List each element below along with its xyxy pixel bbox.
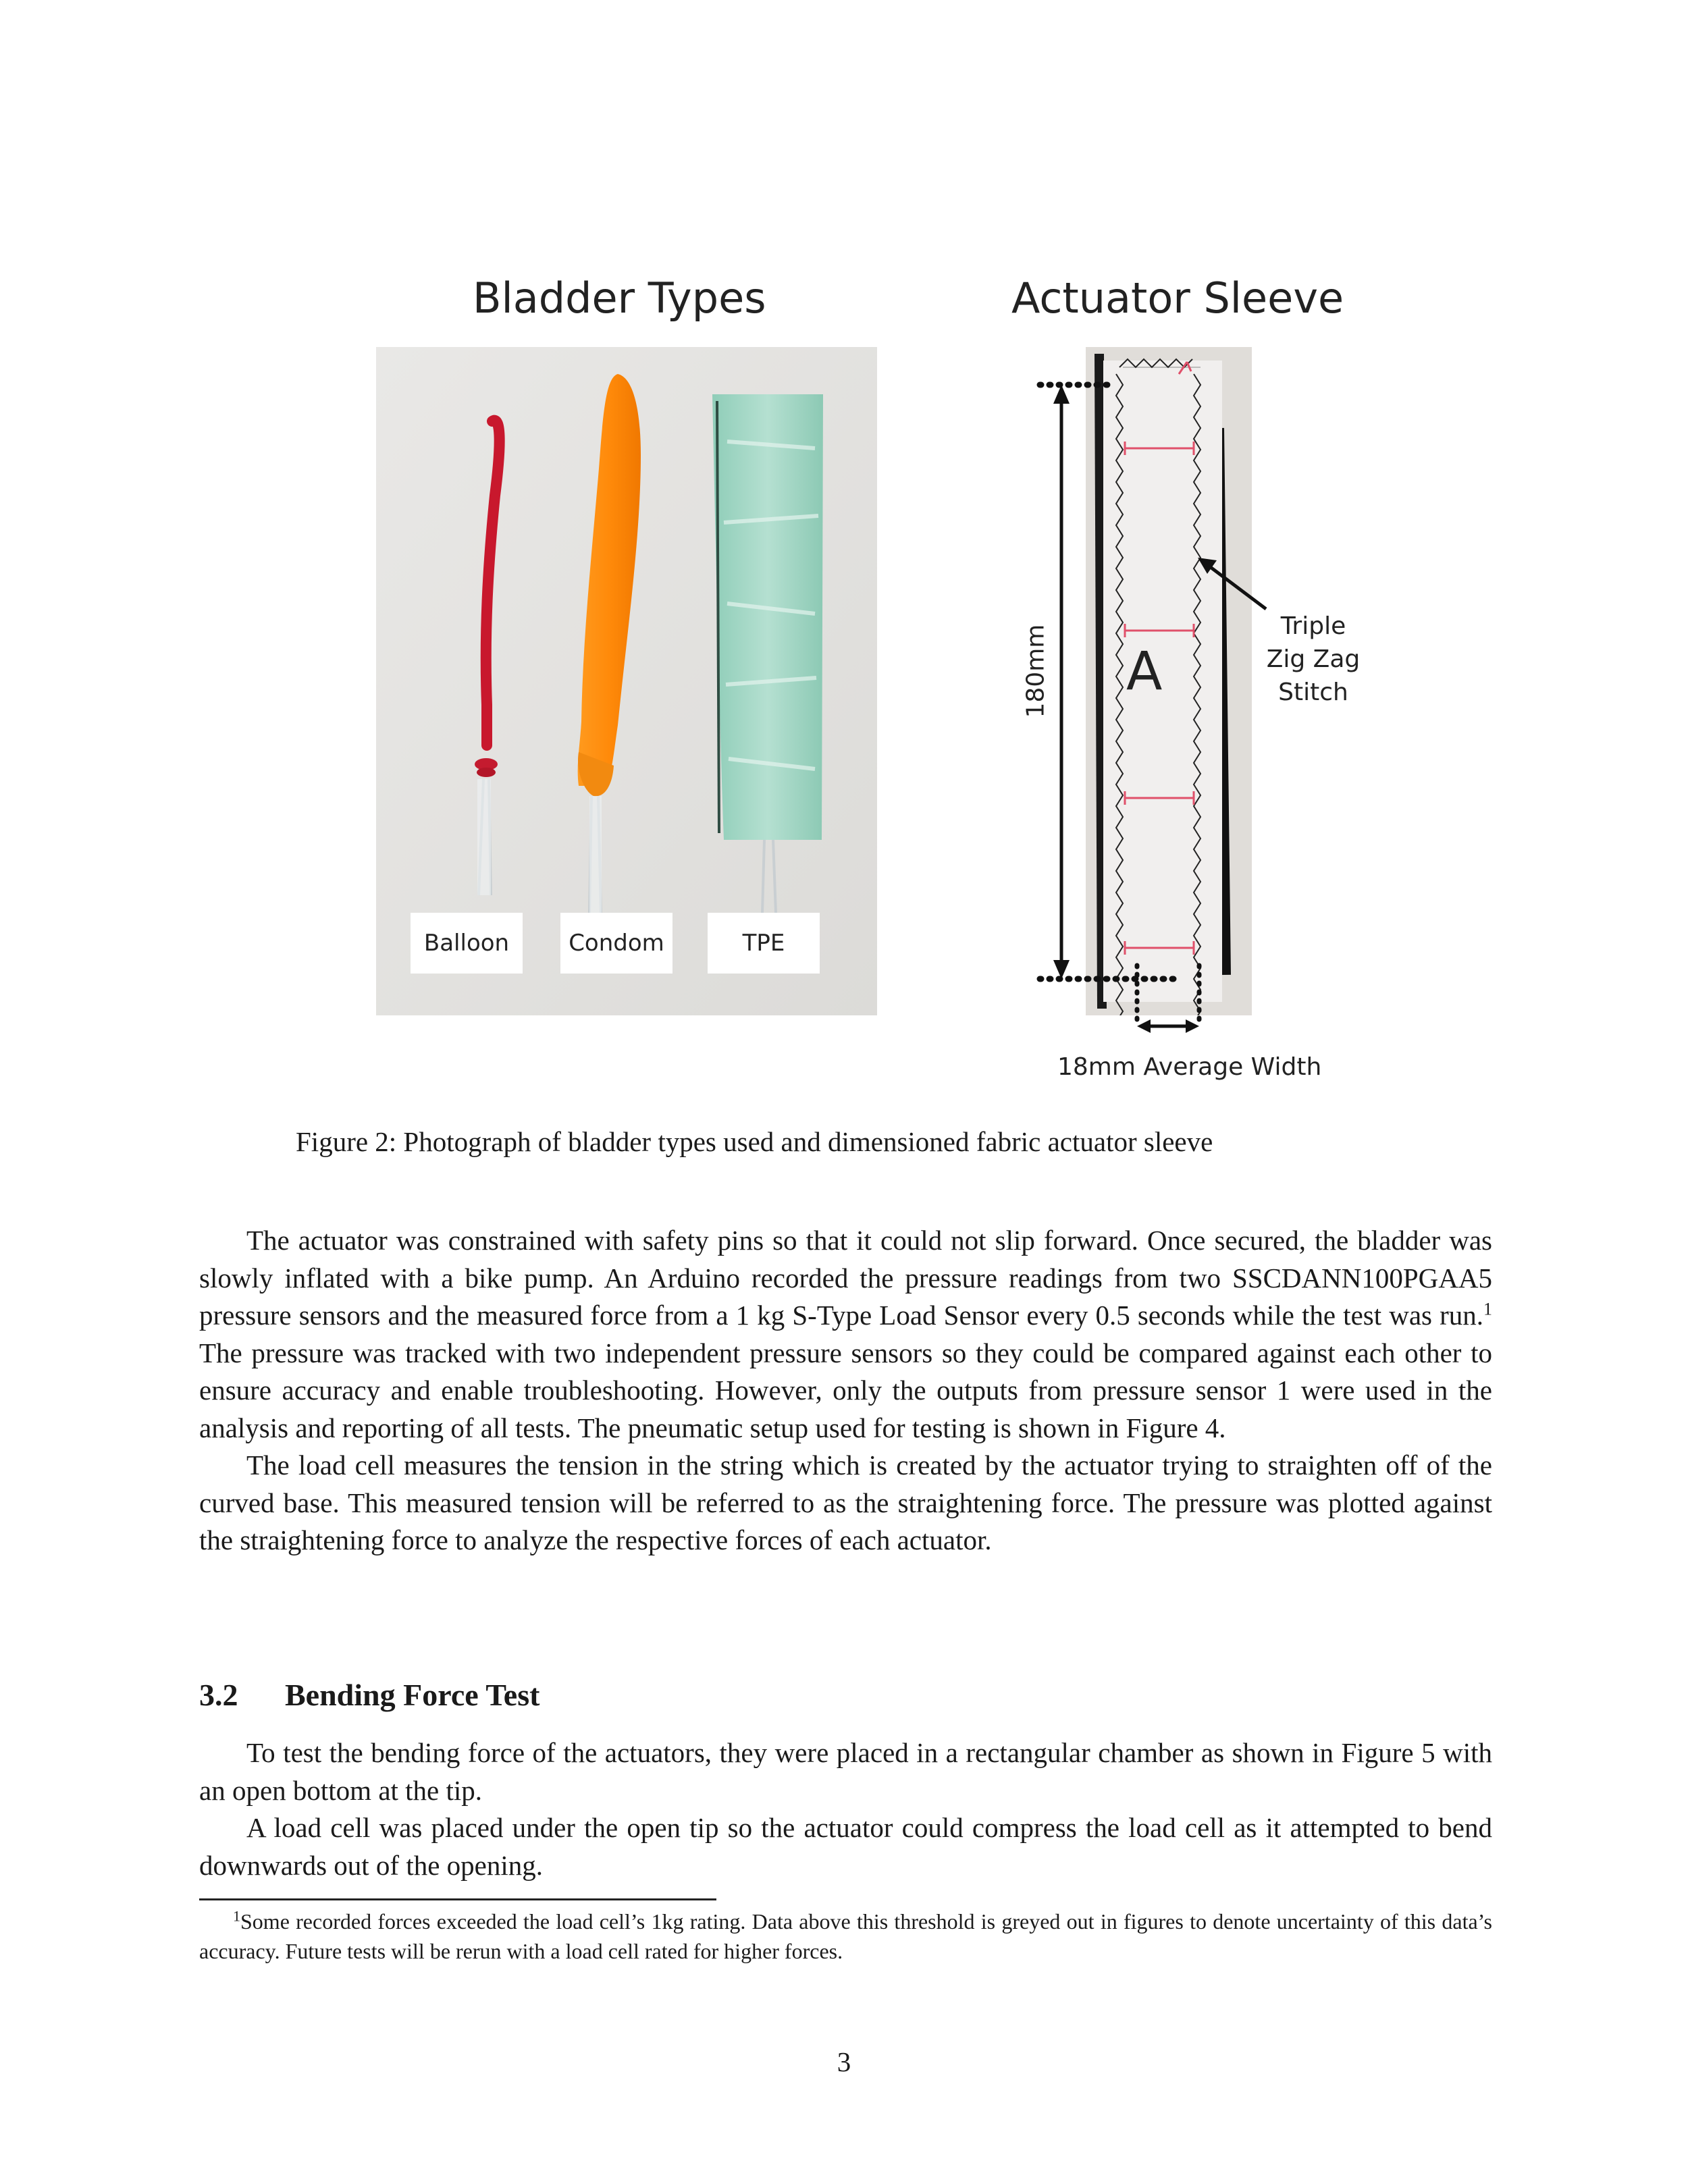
label-condom: Condom — [560, 913, 672, 974]
footnote-rule — [199, 1898, 716, 1900]
footnote-mark: 1 — [233, 1907, 240, 1925]
length-dimension-arrow — [1033, 365, 1209, 1033]
stitch-label-line-3: Stitch — [1278, 678, 1348, 706]
section-number: 3.2 — [199, 1678, 238, 1712]
label-tpe: TPE — [708, 913, 820, 974]
footnote-text-block — [199, 1907, 1492, 1966]
section-paragraph-1: To test the bending force of the actuators, they were placed in a rectangular chamber as shown in Figure 5 with an open bottom at the tip. — [199, 1737, 1492, 1806]
bladder-types-title: Bladder Types — [473, 273, 766, 323]
length-label: 180mm — [1022, 624, 1050, 718]
footnote — [199, 1907, 1492, 1966]
width-label: 18mm Average Width — [1057, 1053, 1322, 1081]
paragraph-1-text: The actuator was constrained with safety pins so that it could not slip forward. Once secured, the bladder was slowly inflated with a bike pump. An Arduino recorded the pressure readings from two SSCDANN100PGAA5 pressure sensors and the measured force from a 1 kg S-Type Load Sensor every 0.5 seconds while the test was run. — [199, 1225, 1492, 1331]
section-title: Bending Force Test — [285, 1678, 540, 1712]
paragraph-1 — [199, 1222, 1492, 1447]
figure-caption: Figure 2: Photograph of bladder types used and dimensioned fabric actuator sleeve — [296, 1126, 1213, 1157]
body-paragraphs — [199, 1222, 1492, 1560]
stitch-label-line-1: Triple — [1280, 612, 1346, 640]
actuator-sleeve-title: Actuator Sleeve — [1011, 273, 1344, 323]
page-number: 3 — [837, 2046, 851, 2077]
footnote-text: Some recorded forces exceeded the load cell’s 1kg rating. Data above this threshold is greyed out in figures to denote uncertainty of this data’s accuracy. Future tests will be rerun with a load cell rated for higher forces. — [199, 1909, 1492, 1963]
tpe-bladder — [712, 394, 823, 913]
section-paragraphs — [199, 1734, 1492, 1884]
label-balloon: Balloon — [411, 913, 523, 974]
stitch-label-line-2: Zig Zag — [1266, 645, 1361, 673]
footnote-reference: 1 — [1483, 1299, 1492, 1319]
width-dimension-arrow — [1121, 959, 1215, 1040]
paragraph-1-text-continued: The pressure was tracked with two independent pressure sensors so they could be compared against each other to ensure accuracy and enable troubleshooting. However, only the outputs from pressure sensor 1 were used in the analysis and reporting of all tests. The pneumatic setup used for testing is shown in Figure 4. — [199, 1337, 1492, 1443]
section-paragraph-2: A load cell was placed under the open tip so the actuator could compress the load cell as it attempted to bend downwards out of the opening. — [199, 1812, 1492, 1881]
sleeve-letter: A — [1126, 641, 1163, 702]
section-heading — [199, 1677, 539, 1713]
paragraph-2: The load cell measures the tension in the string which is created by the actuator trying to straighten off of the curved base. This measured tension will be referred to as the straightening force. The pressure was plotted against the straightening force to analyze the respective forces of each actuator. — [199, 1449, 1492, 1555]
stitch-label — [1256, 610, 1371, 709]
